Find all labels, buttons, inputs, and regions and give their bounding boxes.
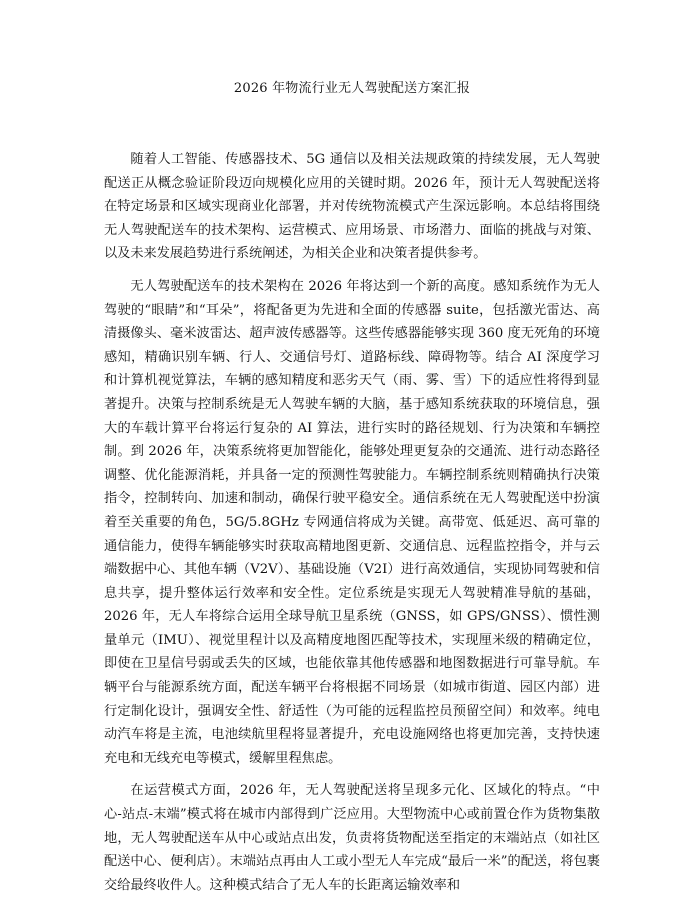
paragraph-introduction: 随着人工智能、传感器技术、5G 通信以及相关法规政策的持续发展，无人驾驶配送正从概念验证阶段迈向规模化应用的关键时期。2026 年，预计无人驾驶配送将在特定场景和区域实现商业化部署，并对传统物流模式产生深远影响。本总结将围绕无人驾驶配送车的技术架构、运营模式、应用场景、市场潜力、面临的挑战与对策、以及未来发展趋势进行系统阐述，为相关企业和决策者提供参考。 bbox=[104, 152, 600, 262]
document-title: 2026 年物流行业无人驾驶配送方案汇报 bbox=[233, 81, 471, 96]
paragraph-technical-architecture: 无人驾驶配送车的技术架构在 2026 年将达到一个新的高度。感知系统作为无人驾驶的“眼睛”和“耳朵”，将配备更为先进和全面的传感器 suite，包括激光雷达、高清摄像头、毫米波雷达、超声波传感器等。这些传感器能够实现 360 度无死角的环境感知，精确识别车辆、行人、交通信号灯、道路标线、障碍物等。结合 AI 深度学习和计算机视觉算法，车辆的感知精度和恶劣天气（雨、雾、雪）下的适应性将得到显著提升。决策与控制系统是无人驾驶车辆的大脑，基于感知系统获取的环境信息，强大的车载计算平台将运行复杂的 AI 算法，进行实时的路径规划、行为决策和车辆控制。到 2026 年，决策系统将更加智能化，能够处理更复杂的交通流、进行动态路径调整、优化能源消耗，并具备一定的预测性驾驶能力。车辆控制系统则精确执行决策指令，控制转向、加速和制动，确保行驶平稳安全。通信系统在无人驾驶配送中扮演着至关重要的角色，5G/5.8GHz 专网通信将成为关键。高带宽、低延迟、高可靠的通信能力，使得车辆能够实时获取高精地图更新、交通信息、远程监控指令，并与云端数据中心、其他车辆（V2V）、基础设施（V2I）进行高效通信，实现协同驾驶和信息共享，提升整体运行效率和安全性。定位系统是实现无人驾驶精准导航的基础，2026 年，无人车将综合运用全球导航卫星系统（GNSS，如 GPS/GNSS）、惯性测量单元（IMU）、视觉里程计以及高精度地图匹配等技术，实现厘米级的精确定位，即使在卫星信号弱或丢失的区域，也能依靠其他传感器和地图数据进行可靠导航。车辆平台与能源系统方面，配送车辆平台将根据不同场景（如城市街道、园区内部）进行定制化设计，强调安全性、舒适性（为可能的远程监控员预留空间）和效率。纯电动汽车将是主流，电池续航里程将显著提升，充电设施网络也将更加完善，支持快速充电和无线充电等模式，缓解里程焦虑。 bbox=[104, 278, 600, 766]
paragraph-operating-model: 在运营模式方面，2026 年，无人驾驶配送将呈现多元化、区域化的特点。“中心-站点-末端”模式将在城市内部得到广泛应用。大型物流中心或前置仓作为货物集散地，无人驾驶配送车从中心或站点出发，负责将货物配送至指定的末端站点（如社区配送中心、便利店）。末端站点再由人工或小型无人车完成“最后一米”的配送，将包裹交给最终收件人。这种模式结合了无人车的长距离运输效率和 bbox=[104, 783, 600, 893]
